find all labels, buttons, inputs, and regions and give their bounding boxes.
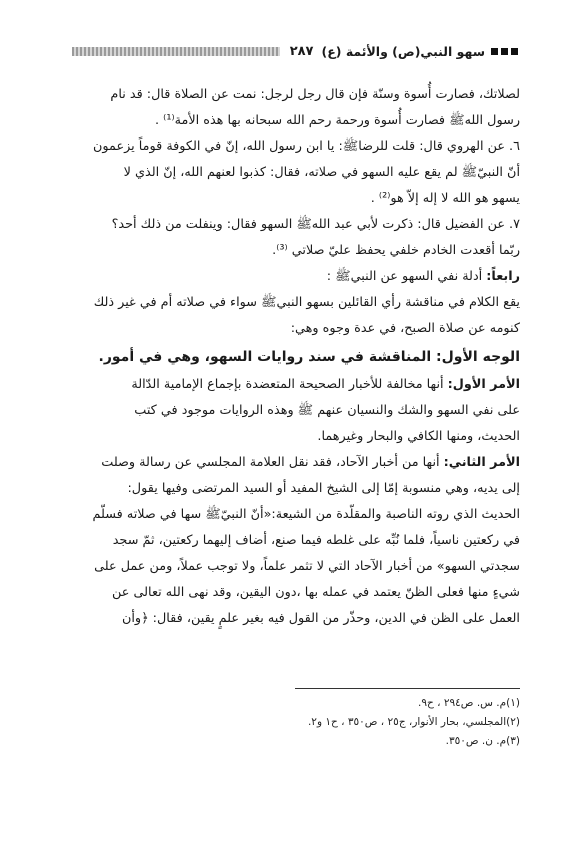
body-line: الحديث، ومنها الكافي والبحار وغيرهما.	[317, 429, 520, 444]
header-squares-icon	[491, 48, 518, 55]
body-line: لصلاتك، فصارت أُسوة وسنّة فإن قال رجل لرجل: نمت عن الصلاة قال: قد نام	[110, 87, 520, 102]
footnote-divider	[295, 688, 520, 689]
matter-1-lead: الأمر الأول:	[447, 377, 520, 392]
body-line: يسهو هو الله لا إله إلاّ هو⁽²⁾ .	[370, 191, 520, 206]
header-decorative-bar	[72, 47, 280, 56]
page-number: ٢٨٧	[289, 43, 314, 59]
body-line: رسول اللهﷺ فصارت أُسوة ورحمة رحم الله سبحانه بها هذه الأمة⁽¹⁾ .	[155, 113, 520, 128]
body-line: ربّما أقعدت الخادم خلفي يحفظ عليّ صلاتي ⁽³⁾.	[272, 243, 520, 258]
main-text	[84, 82, 520, 632]
body-line: على نفي السهو والشك والنسيان عنهم ﷺ وهذه الروايات موجود في كتب	[134, 403, 520, 418]
section-4-lead: رابعاً:	[486, 269, 520, 284]
body-line: الحديث الذي روته الناصبة والمقلّدة من الشيعة:«أنّ النبيّﷺ سها في صلاته فسلّم	[92, 507, 520, 522]
page-header	[62, 40, 518, 62]
running-title: سهو النبي(ص) والأئمة (ع)	[321, 43, 485, 59]
matter-1-text: أنها مخالفة للأخبار الصحيحة المتعضدة بإجماع الإمامية الدّالة	[131, 377, 448, 392]
matter-2-text: أنها من أخبار الآحاد، فقد نقل العلامة المجلسي عن رسالة وصلت	[101, 455, 444, 470]
footnote-1: (١)م. س. ص٢٩٤ ، ح٩.	[418, 697, 520, 709]
footnote-3: (٣)م. ن. ص٣٥٠.	[445, 735, 520, 747]
section-4-title: أدلة نفي السهو عن النبيﷺ :	[326, 269, 487, 284]
body-line: كنومه عن صلاة الصبح، في عدة وجوه وهي:	[290, 321, 520, 336]
body-line: في ركعتين ناسياً، فلما نُبِّه على غلطه فيما صنع، أضاف إليهما ركعتين، ثمّ سجد	[112, 533, 520, 548]
matter-1-line	[84, 372, 520, 398]
footnote-2: (٢)المجلسي، بحار الأنوار، ج٢٥ ، ص٣٥٠ ، ح١ و٢.	[307, 716, 520, 728]
body-line: يقع الكلام في مناقشة رأي القائلين بسهو النبيﷺ سواء في صلاته أم في غير ذلك	[93, 295, 520, 310]
body-line: ٦. عن الهروي قال: قلت للرضاﷺ: يا ابن رسول الله، إنّ في الكوفة قوماً يزعمون	[93, 139, 520, 154]
body-line: شيءٍ منها فعلى الظنّ يعتمد في عمله بها ،دون اليقين، وقد نهى الله تعالى عن	[112, 585, 520, 600]
footnotes	[84, 694, 520, 751]
body-line: العمل على الظن في الدين، وحذّر من القول فيه بغير علمٍ يقين، فقال: ﴿وأن	[121, 611, 520, 626]
matter-2-lead: الأمر الثاني:	[443, 455, 520, 470]
matter-2-line	[84, 450, 520, 476]
body-line: أنّ النبيّﷺ لم يقع عليه السهو في صلاته، فقال: كذبوا لعنهم الله، إنّ الذي لا	[123, 165, 520, 180]
section-4-heading	[84, 264, 520, 290]
first-aspect-heading: الوجه الأول: المناقشة في سند روايات السهو، وهي في أمور.	[98, 349, 520, 365]
body-line: ٧. عن الفضيل قال: ذكرت لأبي عبد اللهﷺ السهو فقال: وينفلت من ذلك أحد؟	[111, 217, 520, 232]
body-line: إلى يديه، وهي منسوبة إمّا إلى الشيخ المفيد أو السيد المرتضى وفيها يقول:	[127, 481, 520, 496]
body-line: سجدتي السهو» من أخبار الآحاد التي لا تثمر علماً، ولا توجب عملاً، ومن عمل على	[94, 559, 520, 574]
